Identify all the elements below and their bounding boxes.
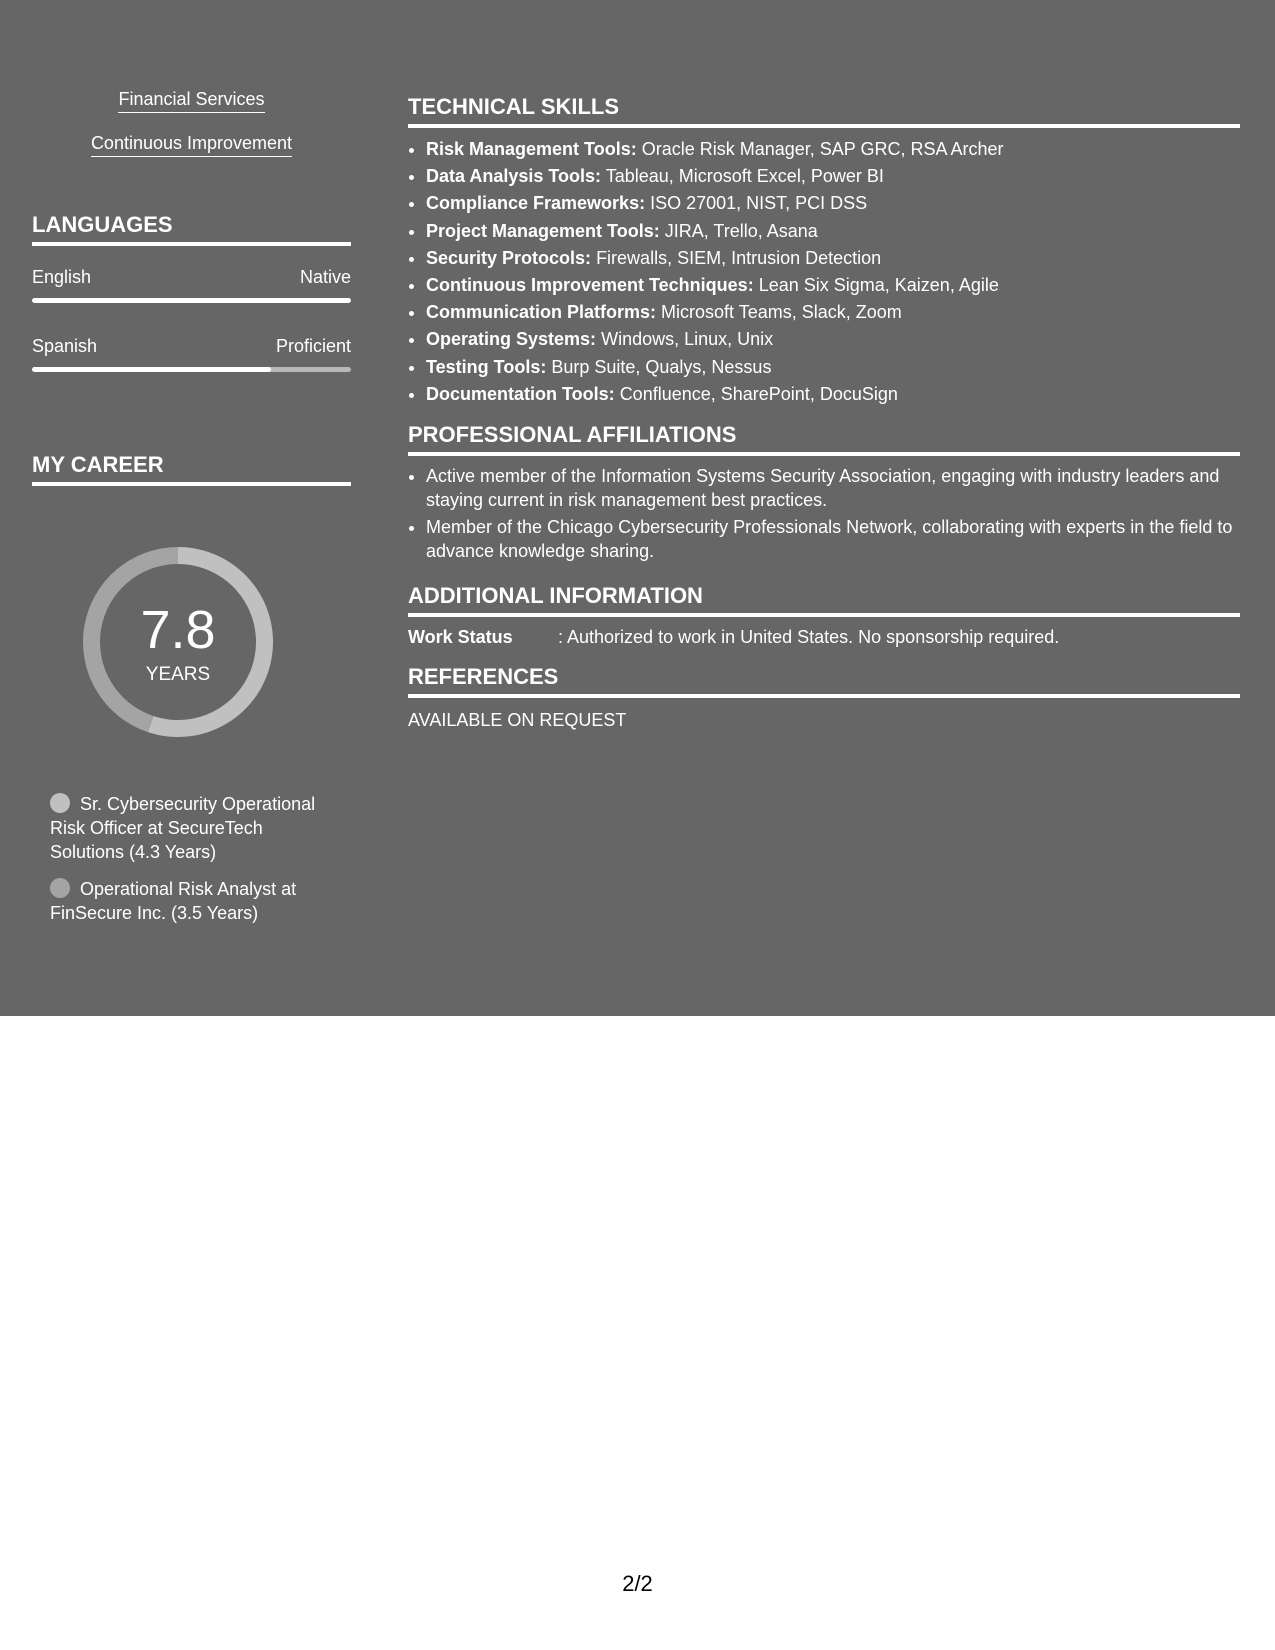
skill-item bbox=[426, 245, 1240, 272]
language-bar bbox=[32, 367, 351, 372]
affiliations-list bbox=[408, 464, 1240, 563]
language-level: Proficient bbox=[275, 336, 351, 356]
skill-value: Firewalls, SIEM, Intrusion Detection bbox=[596, 247, 882, 268]
skill-label: Compliance Frameworks: bbox=[426, 193, 646, 214]
skill-item bbox=[426, 299, 1240, 326]
references-heading: REFERENCES bbox=[408, 664, 1240, 698]
languages-heading: LANGUAGES bbox=[32, 212, 351, 246]
skill-value: Windows, Linux, Unix bbox=[601, 329, 774, 350]
skills-list bbox=[408, 136, 1240, 408]
skill-label: Documentation Tools: bbox=[426, 383, 615, 404]
language-name: Spanish bbox=[32, 336, 98, 356]
skill-label: Testing Tools: bbox=[426, 356, 547, 377]
skill-label: Risk Management Tools: bbox=[426, 139, 637, 159]
work-status-value: : Authorized to work in United States. No sponsorship required. bbox=[558, 627, 1060, 647]
career-section bbox=[32, 452, 351, 486]
skill-value: Tableau, Microsoft Excel, Power BI bbox=[605, 166, 884, 187]
career-dot-icon bbox=[50, 793, 70, 813]
tag-financial-services: Financial Services bbox=[118, 88, 264, 113]
skill-value: ISO 27001, NIST, PCI DSS bbox=[650, 193, 868, 214]
skill-item bbox=[426, 381, 1240, 408]
skill-label: Project Management Tools: bbox=[426, 220, 660, 241]
language-item-spanish bbox=[32, 335, 351, 372]
language-bar-fill bbox=[32, 298, 351, 303]
language-bar bbox=[32, 298, 351, 303]
skill-item bbox=[426, 326, 1240, 353]
career-item-text: Operational Risk Analyst at FinSecure Inc. (3.5 Years) bbox=[50, 879, 297, 923]
career-heading: MY CAREER bbox=[32, 452, 351, 486]
language-bar-fill bbox=[32, 367, 271, 372]
skill-value: Confluence, SharePoint, DocuSign bbox=[619, 383, 898, 404]
total-years: 7.8 bbox=[140, 600, 216, 660]
skill-value: Burp Suite, Qualys, Nessus bbox=[551, 356, 772, 377]
career-dot-icon bbox=[50, 878, 70, 898]
career-item bbox=[50, 877, 340, 925]
references-text: AVAILABLE ON REQUEST bbox=[408, 710, 627, 730]
skill-value: JIRA, Trello, Asana bbox=[664, 220, 818, 241]
skill-item bbox=[426, 272, 1240, 299]
skill-label: Continuous Improvement Techniques: bbox=[426, 275, 754, 296]
skill-item bbox=[426, 163, 1240, 190]
affiliation-item: • Member of the Chicago Cybersecurity Professionals Network, collaborating with experts in the field to advance knowledge sharing. bbox=[426, 515, 1240, 563]
affiliations-heading: PROFESSIONAL AFFILIATIONS bbox=[408, 422, 1240, 456]
skill-label: Data Analysis Tools: bbox=[426, 166, 602, 187]
language-item-english bbox=[32, 266, 351, 303]
tag-list bbox=[32, 88, 351, 176]
years-label: YEARS bbox=[145, 664, 211, 685]
additional-info-heading: ADDITIONAL INFORMATION bbox=[408, 583, 1240, 617]
language-name: English bbox=[32, 267, 92, 287]
skill-value: Microsoft Teams, Slack, Zoom bbox=[661, 302, 902, 323]
skill-item bbox=[426, 190, 1240, 217]
references-section bbox=[408, 664, 1240, 732]
skill-item bbox=[426, 136, 1240, 163]
languages-section bbox=[32, 212, 351, 372]
work-status-row bbox=[408, 625, 1240, 649]
career-list bbox=[50, 792, 340, 938]
skill-value: Lean Six Sigma, Kaizen, Agile bbox=[758, 275, 999, 296]
career-donut-chart bbox=[66, 530, 290, 754]
technical-skills-heading: TECHNICAL SKILLS bbox=[408, 94, 1240, 128]
page-number: 2/2 bbox=[622, 1571, 653, 1596]
skill-item bbox=[426, 354, 1240, 381]
skill-label: Operating Systems: bbox=[426, 329, 597, 350]
donut-center bbox=[66, 530, 290, 754]
technical-skills-section bbox=[408, 94, 1240, 408]
language-level: Native bbox=[299, 267, 351, 287]
career-item-text: Sr. Cybersecurity Operational Risk Officer at SecureTech Solutions (4.3 Years) bbox=[50, 794, 316, 862]
skill-item bbox=[426, 218, 1240, 245]
work-status-label: Work Status bbox=[408, 627, 513, 647]
additional-info-section bbox=[408, 583, 1240, 649]
skill-value: Oracle Risk Manager, SAP GRC, RSA Archer bbox=[641, 139, 1004, 159]
skill-label: Communication Platforms: bbox=[426, 302, 657, 323]
skill-label: Security Protocols: bbox=[426, 247, 592, 268]
affiliation-item: • Active member of the Information Systems Security Association, engaging with industry leaders and staying current in risk management best practices. bbox=[426, 464, 1240, 512]
tag-continuous-improvement: Continuous Improvement bbox=[91, 132, 292, 157]
affiliations-section bbox=[408, 422, 1240, 566]
career-item bbox=[50, 792, 340, 864]
